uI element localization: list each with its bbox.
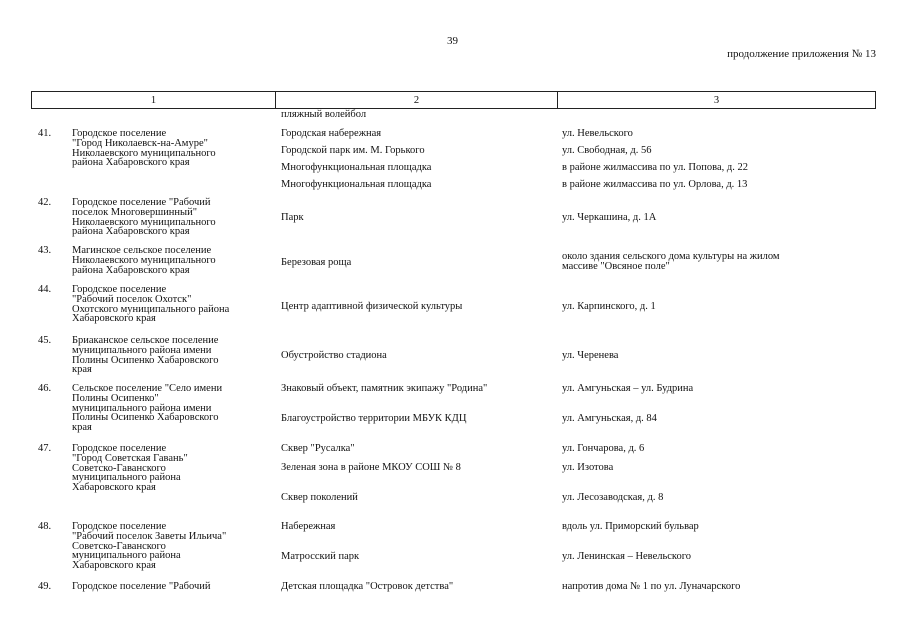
object-name: Городской парк им. М. Горького	[281, 145, 425, 156]
row-number: 45.	[38, 335, 52, 346]
object-address: ул. Амгуньская – ул. Будрина	[562, 383, 694, 394]
object-name: Березовая роща	[281, 257, 352, 268]
object-address: ул. Невельского	[562, 128, 633, 139]
object-name: Набережная	[281, 521, 336, 532]
appendix-continuation-label: продолжение приложения № 13	[727, 48, 876, 60]
carryover-object: пляжный волейбол	[281, 109, 367, 120]
object-name: Парк	[281, 212, 304, 223]
row-number: 43.	[38, 245, 52, 256]
object-address: ул. Карпинского, д. 1	[562, 301, 656, 312]
settlement-name: Городское поселение "Город Николаевск-на-Амуре" Николаевского муниципального района Хабаровского края	[72, 128, 216, 169]
object-address: ул. Амгуньская, д. 84	[562, 413, 657, 424]
object-address: в районе жилмассива по ул. Орлова, д. 13	[562, 179, 748, 190]
settlement-name: Сельское поселение "Село имени Полины Осипенко" муниципального района имени Полины Осипенко Хабаровского края	[72, 383, 223, 434]
column-header-3: 3	[713, 94, 720, 106]
column-header-1: 1	[32, 92, 276, 108]
object-address: ул. Черкашина, д. 1А	[562, 212, 657, 223]
row-number: 49.	[38, 581, 52, 592]
object-name: Матросский парк	[281, 551, 360, 562]
object-name: Обустройство стадиона	[281, 350, 387, 361]
object-address: около здания сельского дома культуры на жилом массиве "Овсяное поле"	[562, 251, 780, 272]
object-address: ул. Гончарова, д. 6	[562, 443, 645, 454]
settlement-name: Городское поселение "Рабочий	[72, 581, 211, 592]
settlement-name: Городское поселение "Рабочий поселок Заветы Ильича" Советско-Гаванского муниципального района Хабаровского края	[72, 521, 227, 572]
object-address: ул. Свободная, д. 56	[562, 145, 652, 156]
row-number: 48.	[38, 521, 52, 532]
object-name: Городская набережная	[281, 128, 382, 139]
table-header	[31, 91, 876, 109]
object-name: Центр адаптивной физической культуры	[281, 301, 463, 312]
settlement-name: Городское поселение "Рабочий поселок Охотск" Охотского муниципального района Хабаровского края	[72, 284, 230, 325]
object-address: напротив дома № 1 по ул. Луначарского	[562, 581, 741, 592]
row-number: 41.	[38, 128, 52, 139]
object-name: Детская площадка "Островок детства"	[281, 581, 454, 592]
column-header-2: 2	[276, 92, 558, 108]
object-address: ул. Лесозаводская, д. 8	[562, 492, 664, 503]
settlement-name: Городское поселение "Город Советская Гавань" Советско-Гаванского муниципального района Хабаровского края	[72, 443, 188, 494]
settlement-name: Бриаканское сельское поселение муниципального района имени Полины Осипенко Хабаровского края	[72, 335, 219, 376]
object-name: Знаковый объект, памятник экипажу "Родина"	[281, 383, 488, 394]
object-name: Многофункциональная площадка	[281, 179, 432, 190]
object-name: Зеленая зона в районе МКОУ СОШ № 8	[281, 462, 461, 473]
row-number: 46.	[38, 383, 52, 394]
object-address: вдоль ул. Приморский бульвар	[562, 521, 699, 532]
row-number: 42.	[38, 197, 52, 208]
object-address: в районе жилмассива по ул. Попова, д. 22	[562, 162, 748, 173]
object-address: ул. Черенева	[562, 350, 619, 361]
object-name: Сквер поколений	[281, 492, 358, 503]
settlement-name: Магинское сельское поселение Николаевского муниципального района Хабаровского края	[72, 245, 216, 276]
object-name: Благоустройство территории МБУК КДЦ	[281, 413, 467, 424]
object-address: ул. Ленинская – Невельского	[562, 551, 692, 562]
object-name: Многофункциональная площадка	[281, 162, 432, 173]
row-number: 44.	[38, 284, 52, 295]
row-number: 47.	[38, 443, 52, 454]
object-name: Сквер "Русалка"	[281, 443, 355, 454]
settlement-name: Городское поселение "Рабочий поселок Многовершинный" Николаевского муниципального района Хабаровского края	[72, 197, 216, 238]
page-number: 39	[447, 35, 458, 47]
object-address: ул. Изотова	[562, 462, 614, 473]
